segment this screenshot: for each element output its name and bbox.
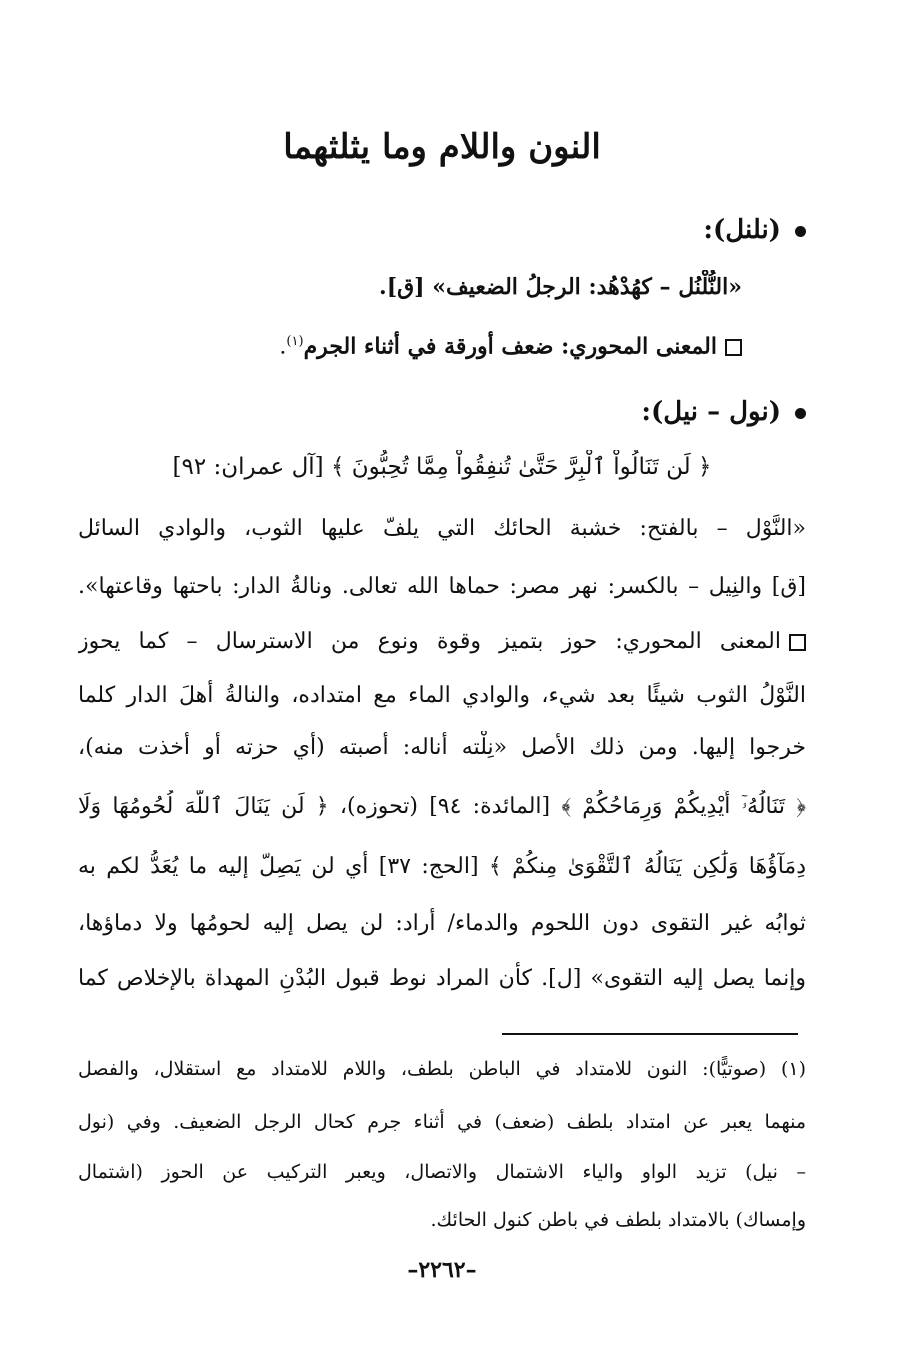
square-bullet-icon: [725, 339, 742, 356]
definition-text: «النُّلْنُل – كهُدْهُد: الرجلُ الضعيف» [ق].: [379, 274, 742, 300]
square-bullet-icon: [789, 634, 806, 651]
text-line-7: دِمَآؤُهَا وَلَٰكِن يَنَالُهُ ٱلتَّقْوَىٰ مِنكُمْ ﴾ [الحج: ٣٧] أي لن يَصِلّ إليه ما يُعَدُّ لكم به: [78, 854, 806, 879]
text-line-2: [ق] والنِيل – بالكسر: نهر مصر: حماها الله تعالى. ونالةُ الدار: باحتها وقاعتها».: [78, 574, 806, 599]
footnote-line-3: – نيل) تزيد الواو والياء الاشتمال والاتصال، ويعبر التركيب عن الحوز (اشتمال: [78, 1161, 806, 1183]
bullet-icon: [795, 408, 806, 419]
entry-heading-nlnl: [703, 210, 806, 250]
entry-heading-nwl: [641, 392, 806, 432]
period: .: [279, 334, 287, 360]
text-line-3: [78, 625, 806, 659]
entry-heading-text: (نول – نيل):: [641, 397, 781, 427]
page-title: النون واللام وما يثلثهما: [283, 127, 601, 167]
text-line-8: ثوابُه غير التقوى دون اللحوم والدماء/ أراد: لن يصل إليه لحومُها ولا دماؤها،: [78, 911, 806, 936]
entry-definition: [78, 270, 742, 305]
core-meaning-line: [78, 325, 742, 364]
quran-verse: ﴿ لَن تَنَالُواْ ٱلْبِرَّ حَتَّىٰ تُنفِقُواْ مِمَّا تُحِبُّونَ ﴾ [آل عمران: ٩٢]: [172, 454, 712, 480]
footnote-reference: (١): [286, 334, 304, 349]
document-page: [78, 0, 806, 1366]
core-meaning-text: المعنى المحوري: ضعف أورقة في أثناء الجرم: [303, 333, 717, 360]
text-line-1: «النَّوْل – بالفتح: خشبة الحائك التي يلفّ عليها الثوب، والوادي السائل: [78, 516, 806, 541]
bullet-icon: [795, 226, 806, 237]
page-number: –٢٢٦٢–: [407, 1257, 477, 1283]
text-line-5: خرجوا إليها. ومن ذلك الأصل «نِلْته أناله: أصبته (أي حزته أو أخذت منه)،: [78, 735, 806, 760]
text-line-9: وإنما يصل إليه التقوى» [ل]. كأن المراد نوط قبول البُدْنِ المهداة بالإخلاص كما: [78, 966, 806, 991]
footnote-line-4: وإمساك) بالامتداد بلطف في باطن كنول الحائك.: [430, 1209, 806, 1231]
entry-heading-text: (نلنل):: [703, 215, 781, 245]
footnote-separator: [502, 1033, 798, 1035]
text-line-6: ﴿ تَنَالُهُۥٓ أَيْدِيكُمْ وَرِمَاحُكُمْ ﴾ [المائدة: ٩٤] (تحوزه)، ﴿ لَن يَنَالَ ٱللَّهَ لُحُومُهَا وَلَا: [78, 794, 806, 819]
footnote-line-2: منهما يعبر عن امتداد بلطف (ضعف) في أثناء جرم كحال الرجل الضعيف. وفي (نول: [78, 1111, 806, 1133]
text-line-4: النَّوْلُ الثوب شيئًا بعد شيء، والوادي الماء مع امتداده، والنالةُ أهلَ الدار كلما: [78, 683, 806, 708]
footnote-line-1: (١) (صوتيًّا): النون للامتداد في الباطن بلطف، واللام للامتداد مع استقلال، والفصل: [78, 1058, 806, 1080]
text-line-3-content: المعنى المحوري: حوز بتميز وقوة ونوع من الاسترسال – كما يحوز: [78, 629, 781, 654]
